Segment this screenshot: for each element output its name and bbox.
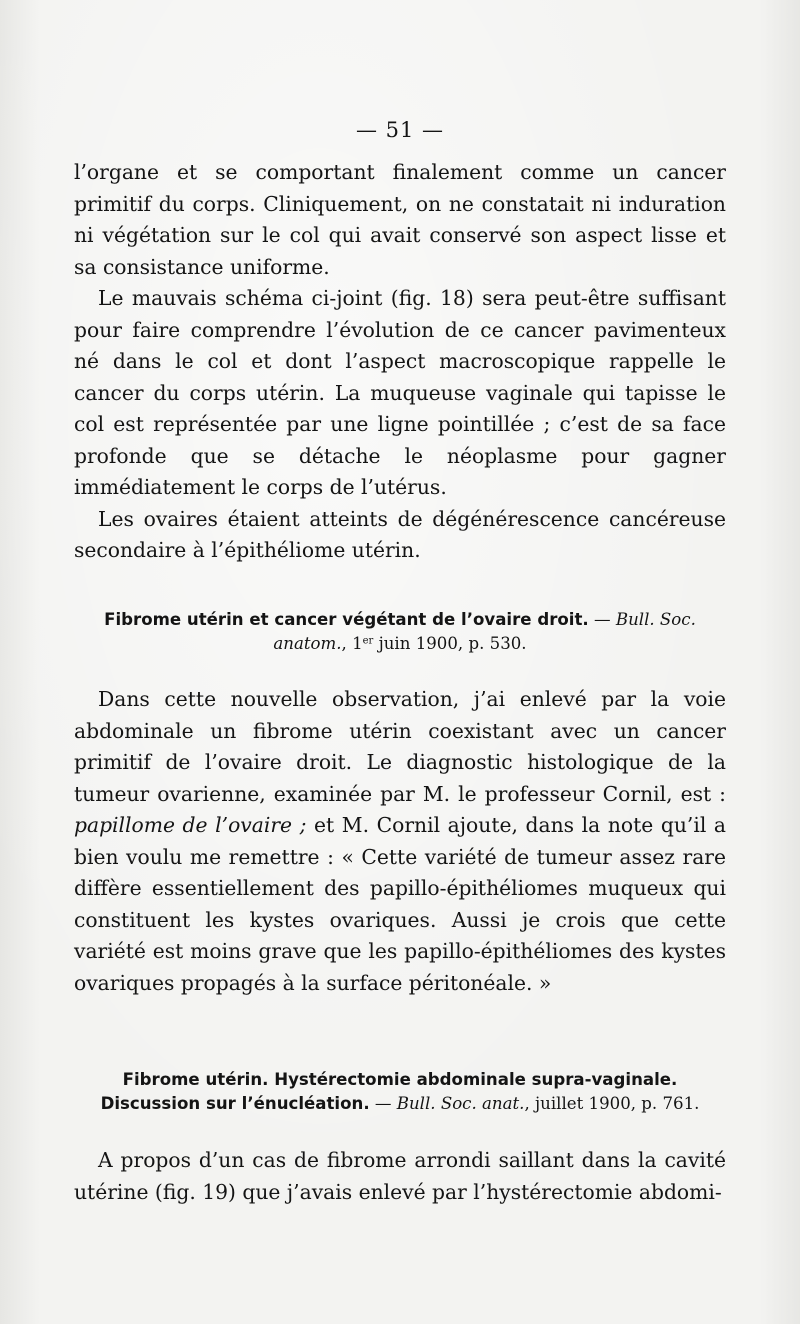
- paragraph: Le mauvais schéma ci-joint (fig. 18) sera peut-être suffisant pour faire comprendre l’évolution de ce cancer pavimenteux né dans le col et dont l’aspect macroscopique rappelle le cancer du corps utérin. La muqueuse vaginale qui tapisse le col est représentée par une ligne pointillée ; c’est de sa face profonde que se détache le néoplasme pour gagner immédiatement le corps de l’utérus.: [74, 286, 726, 499]
- citation-date: juin 1900, p. 530.: [373, 634, 527, 653]
- paragraph-text: et M. Cornil ajoute, dans la note qu’il a bien voulu me remettre : « Cette variété de tumeur assez rare diffère essentiellement des papillo-épithéliomes muqueux qui constituent les kystes ovariques. Aussi je crois que cette variété est moins grave que les papillo-épithéliomes des kystes ovariques propagés à la surface péritonéale. »: [74, 813, 727, 995]
- heading-dash: —: [369, 1094, 397, 1113]
- paragraph-italic: papillome de l’ovaire ;: [74, 813, 307, 837]
- heading-dash: —: [588, 610, 616, 629]
- page-number: — 51 —: [355, 118, 445, 142]
- section-heading-2: [74, 1068, 726, 1116]
- citation-date-sup: er: [362, 635, 374, 647]
- heading-title: Fibrome utérin et cancer végétant de l’ovaire droit.: [104, 610, 589, 629]
- text-block-2: [74, 684, 726, 999]
- heading-title: Fibrome utérin. Hystérectomie abdominale supra-vaginale.: [122, 1070, 678, 1089]
- citation-date: , juillet 1900, p. 761.: [524, 1094, 700, 1113]
- paragraph: [74, 684, 726, 999]
- text-block-1: [74, 157, 726, 567]
- text-block-3: [74, 1145, 726, 1208]
- citation-journal: Bull. Soc. anat.: [396, 1094, 525, 1113]
- section-heading-1: [74, 608, 726, 656]
- paragraph: A propos d’un cas de fibrome arrondi saillant dans la cavité utérine (fig. 19) que j’avais enlevé par l’hystérectomie abdomi-: [74, 1148, 726, 1204]
- citation-journal: Bull. Soc.: [615, 610, 696, 629]
- heading-title-cont: Discussion sur l’énucléation.: [100, 1094, 370, 1113]
- citation-date-pre: , 1: [341, 634, 363, 653]
- paragraph: Les ovaires étaient atteints de dégénérescence cancéreuse secondaire à l’épithéliome utérin.: [74, 506, 726, 562]
- paragraph-text: Dans cette nouvelle observation, j’ai enlevé par la voie abdominale un fibrome utérin coexistant avec un cancer primitif de l’ovaire droit. Le diagnostic histologique de la tumeur ovarienne, examinée par M. le professeur Cornil, est :: [74, 687, 726, 806]
- citation-journal-cont: anatom.: [273, 634, 342, 653]
- paragraph: l’organe et se comportant finalement comme un cancer primitif du corps. Cliniquement, on ne constatait ni induration ni végétation sur le col qui avait conservé son aspect lisse et sa consistance uniforme.: [74, 160, 726, 279]
